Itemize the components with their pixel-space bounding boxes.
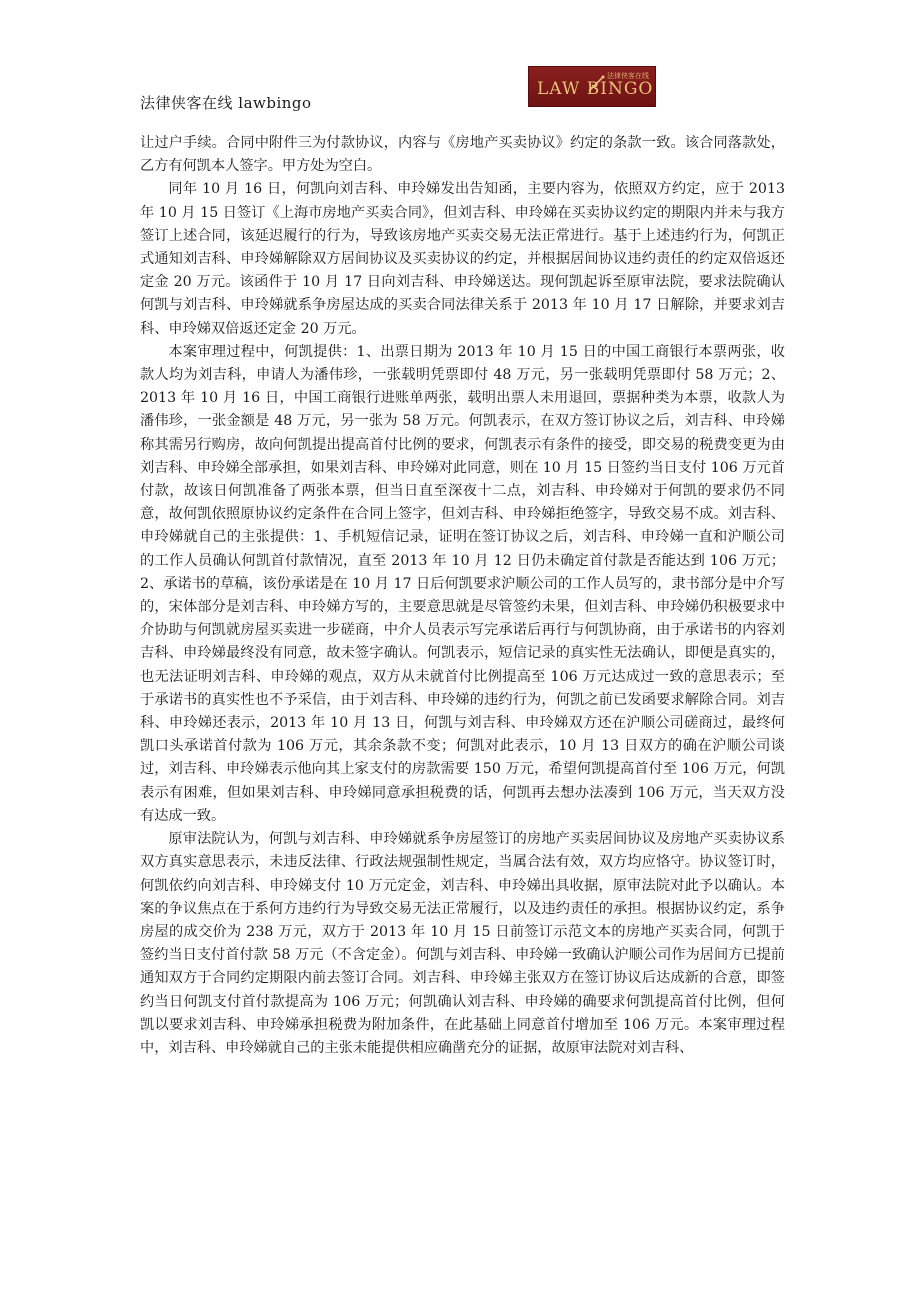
page-header	[0, 0, 920, 120]
paragraph: 同年 10 月 16 日，何凯向刘吉科、申玲娣发出告知函，主要内容为，依照双方约定，应于 2013 年 10 月 15 日签订《上海市房地产买卖合同》，但刘吉科、申玲娣在买卖协议约定的期限内并未与我方签订上述合同，该延迟履行的行为，导致该房地产买卖交易无法正常进行。基于上述违约行为，何凯正式通知刘吉科、申玲娣解除双方居间协议及买卖协议的约定，并根据居间协议违约责任的约定双倍返还定金 20 万元。该函件于 10 月 17 日向刘吉科、申玲娣送达。现何凯起诉至原审法院，要求法院确认何凯与刘吉科、申玲娣就系争房屋达成的买卖合同法律关系于 2013 年 10 月 17 日解除，并要求刘吉科、申玲娣双倍返还定金 20 万元。	[140, 181, 785, 337]
lawbingo-logo	[528, 66, 656, 107]
site-name: 法律侠客在线 lawbingo	[140, 94, 312, 112]
paragraph: 原审法院认为，何凯与刘吉科、申玲娣就系争房屋签订的房地产买卖居间协议及房地产买卖协议系双方真实意思表示，未违反法律、行政法规强制性规定，当属合法有效，双方均应恪守。协议签订时，何凯依约向刘吉科、申玲娣支付 10 万元定金，刘吉科、申玲娣出具收据，原审法院对此予以确认。本案的争议焦点在于系何方违约行为导致交易无法正常履行，以及违约责任的承担。根据协议约定，系争房屋的成交价为 238 万元，双方于 2013 年 10 月 15 日前签订示范文本的房地产买卖合同，何凯于签约当日支付首付款 58 万元（不含定金）。何凯与刘吉科、申玲娣一致确认沪顺公司作为居间方已提前通知双方于合同约定期限内前去签订合同。刘吉科、申玲娣主张双方在签订协议后达成新的合意，即签约当日何凯支付首付款提高为 106 万元；何凯确认刘吉科、申玲娣的确要求何凯提高首付比例，但何凯以要求刘吉科、申玲娣承担税费为附加条件，在此基础上同意首付增加至 106 万元。本案审理过程中，刘吉科、申玲娣就自己的主张未能提供相应确凿充分的证据，故原审法院对刘吉科、	[140, 831, 785, 1056]
paragraph-continuation: 让过户手续。合同中附件三为付款协议，内容与《房地产买卖协议》约定的条款一致。该合同落款处，乙方有何凯本人签字。甲方处为空白。	[140, 135, 785, 175]
logo-wordmark: LAW BINGO	[537, 79, 654, 99]
logo-tagline: 法律侠客在线	[607, 72, 649, 80]
paragraph: 本案审理过程中，何凯提供：1、出票日期为 2013 年 10 月 15 日的中国工商银行本票两张，收款人均为刘吉科，申请人为潘伟珍，一张载明凭票即付 48 万元，另一张载明凭票即付 58 万元；2、2013 年 10 月 16 日，中国工商银行进账单两张，载明出票人未用退回，票据种类为本票，收款人为潘伟珍，一张金额是 48 万元，另一张为 58 万元。何凯表示，在双方签订协议之后，刘吉科、申玲娣称其需另行购房，故向何凯提出提高首付比例的要求，何凯表示有条件的接受，即交易的税费变更为由刘吉科、申玲娣全部承担，如果刘吉科、申玲娣对此同意，则在 10 月 15 日签约当日支付 106 万元首付款，故该日何凯准备了两张本票，但当日直至深夜十二点，刘吉科、申玲娣对于何凯的要求仍不同意，故何凯依照原协议约定条件在合同上签字，但刘吉科、申玲娣拒绝签字，导致交易不成。刘吉科、申玲娣就自己的主张提供：1、手机短信记录，证明在签订协议之后，刘吉科、申玲娣一直和沪顺公司的工作人员确认何凯首付款情况，直至 2013 年 10 月 12 日仍未确定首付款是否能达到 106 万元；2、承诺书的草稿，该份承诺是在 10 月 17 日后何凯要求沪顺公司的工作人员写的，隶书部分是中介写的，宋体部分是刘吉科、申玲娣方写的，主要意思就是尽管签约未果，但刘吉科、申玲娣仍积极要求中介协助与何凯就房屋买卖进一步磋商，中介人员表示写完承诺后再行与何凯协商，由于承诺书的内容刘吉科、申玲娣最终没有同意，故未签字确认。何凯表示，短信记录的真实性无法确认，即便是真实的，也无法证明刘吉科、申玲娣的观点，双方从未就首付比例提高至 106 万元达成过一致的意思表示；至于承诺书的真实性也不予采信，由于刘吉科、申玲娣的违约行为，何凯之前已发函要求解除合同。刘吉科、申玲娣还表示，2013 年 10 月 13 日，何凯与刘吉科、申玲娣双方还在沪顺公司磋商过，最终何凯口头承诺首付款为 106 万元，其余条款不变；何凯对此表示，10 月 13 日双方的确在沪顺公司谈过，刘吉科、申玲娣表示他向其上家支付的房款需要 150 万元，希望何凯提高首付至 106 万元，何凯表示有困难，但如果刘吉科、申玲娣同意承担税费的话，何凯再去想办法凑到 106 万元，当天双方没有达成一致。	[140, 343, 785, 824]
document-body	[140, 132, 785, 1060]
